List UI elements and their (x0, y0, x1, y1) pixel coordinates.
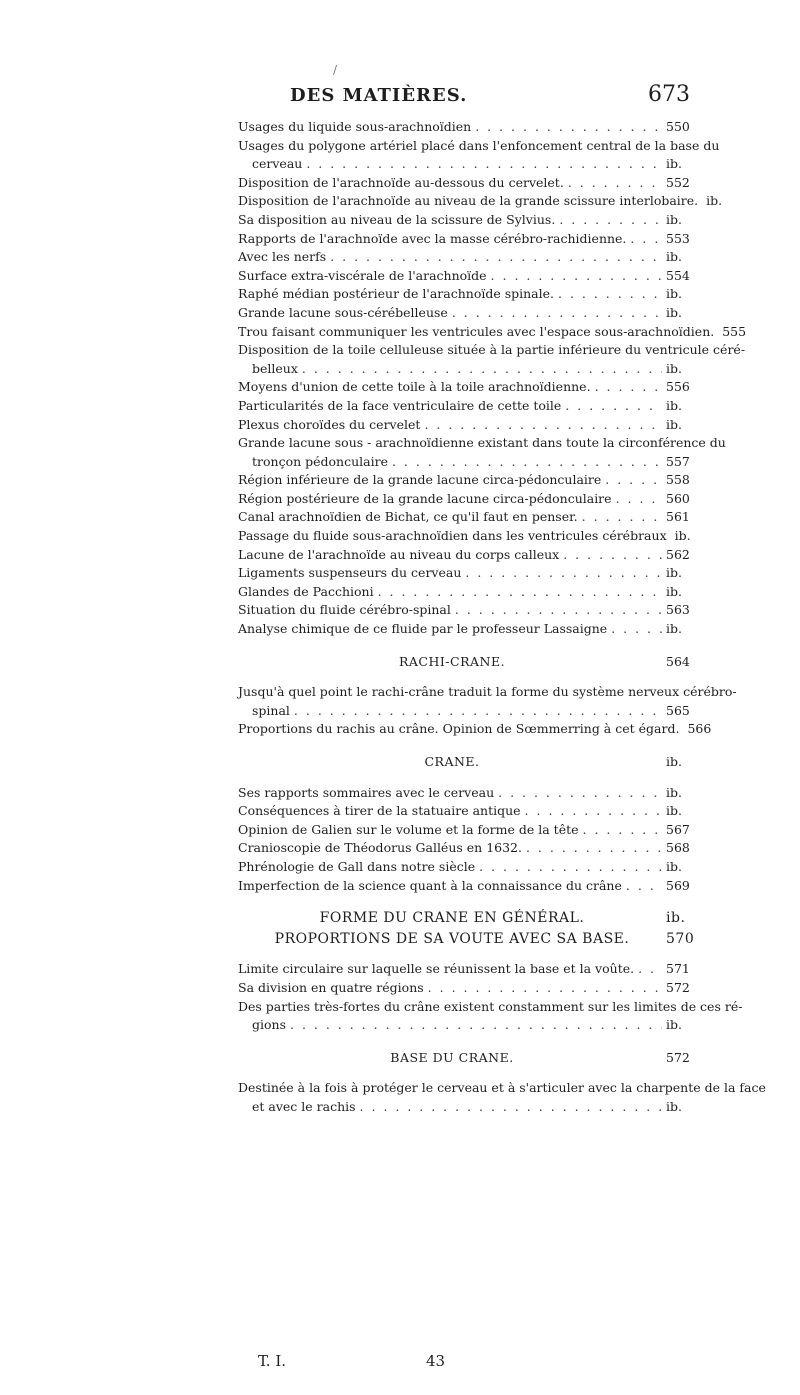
dot-leader (475, 118, 662, 137)
dot-leader (465, 564, 662, 583)
page-ref: 557 (666, 453, 690, 469)
entry-row (238, 323, 747, 342)
toc-entry (238, 527, 698, 546)
page-ref: ib. (666, 360, 682, 376)
entry-text: Canal arachnoïdien de Bichat, ce qu'il faut en penser. (238, 509, 578, 525)
entry-row (238, 248, 698, 267)
entry-row (238, 230, 698, 249)
toc-entry (238, 839, 698, 858)
toc-entry (238, 508, 698, 527)
entry-row (238, 360, 698, 379)
entry-row (238, 979, 698, 998)
page-ref: ib. (666, 249, 682, 265)
dot-leader (563, 546, 662, 565)
page-ref: 561 (666, 509, 690, 525)
entry-row (238, 620, 698, 639)
entry-text: Région inférieure de la grande lacune circa-pédonculaire (238, 472, 602, 488)
toc-entry (238, 877, 698, 896)
entry-row (238, 267, 698, 286)
toc-entry (238, 416, 698, 435)
dot-leader (630, 230, 662, 249)
section-title: FORME DU CRANE EN GÉNÉRAL. (319, 910, 585, 927)
dot-leader (616, 490, 662, 509)
running-title: DES MATIÈRES. (290, 85, 468, 106)
page-number: 673 (648, 82, 690, 107)
section-page-ref: 570 (666, 930, 695, 947)
entry-row (238, 527, 698, 546)
corner-mark: / (333, 63, 338, 77)
toc-entry (238, 620, 698, 639)
section-heading (238, 653, 698, 672)
entry-text-line1: Des parties très-fortes du crâne existent constamment sur les limites de ces ré- (238, 998, 743, 1014)
page-ref: 560 (666, 490, 690, 506)
page-ref: ib. (666, 286, 682, 302)
toc-entry (238, 490, 698, 509)
entry-text: Disposition de l'arachnoïde au niveau de la grande scissure interlobaire. (238, 193, 699, 209)
dot-leader (360, 1098, 662, 1117)
entry-row (238, 174, 698, 193)
section-title: RACHI-CRANE. (398, 653, 506, 669)
entry-text: Proportions du rachis au crâne. Opinion de Sœmmerring à cet égard. (238, 721, 680, 737)
section-heading (238, 753, 698, 772)
entry-text: Plexus choroïdes du cervelet (238, 416, 421, 432)
dot-leader (498, 784, 662, 803)
page-ref: ib. (706, 193, 723, 209)
dot-leader (559, 211, 662, 230)
entry-row (238, 802, 698, 821)
entry-row (238, 960, 698, 979)
entry-text: Ligaments suspenseurs du cerveau (238, 565, 462, 581)
dot-leader (611, 620, 662, 639)
toc-entry (238, 564, 698, 583)
entry-row (238, 397, 698, 416)
dot-leader (302, 360, 662, 379)
dot-leader (638, 960, 662, 979)
toc-entry (238, 784, 698, 803)
section-page-ref: 564 (666, 653, 690, 669)
page-ref: 553 (666, 230, 690, 246)
toc-entry (238, 285, 698, 304)
entry-row (238, 192, 723, 211)
entry-text: Lacune de l'arachnoïde au niveau du corps calleux (238, 546, 560, 562)
toc-entry (238, 192, 723, 211)
page-ref: ib. (666, 1017, 682, 1033)
entry-row (238, 211, 698, 230)
dot-leader (455, 601, 662, 620)
toc-entry (238, 802, 698, 821)
entry-row (238, 416, 698, 435)
toc-entry (238, 821, 698, 840)
entry-row (238, 784, 698, 803)
page-ref: ib. (666, 416, 682, 432)
page-ref: 558 (666, 472, 690, 488)
toc-entry (238, 230, 698, 249)
entry-text: Moyens d'union de cette toile à la toile arachnoïdienne. (238, 379, 591, 395)
page-ref: ib. (666, 156, 682, 172)
dot-leader (424, 416, 662, 435)
page-ref: ib. (666, 1098, 682, 1114)
entry-row (238, 583, 698, 602)
entry-text: tronçon pédonculaire (252, 453, 388, 469)
entry-text: Avec les nerfs (238, 249, 327, 265)
entry-text: Particularités de la face ventriculaire de cette toile (238, 397, 562, 413)
entry-row (238, 702, 698, 721)
toc-entry (238, 546, 698, 565)
dot-leader (290, 1016, 662, 1035)
entry-row (238, 858, 698, 877)
toc-entry (238, 118, 698, 137)
dot-leader (378, 583, 662, 602)
page-ref: ib. (666, 621, 682, 637)
entry-row (238, 1098, 698, 1117)
toc-entry (238, 304, 698, 323)
toc-entry (238, 960, 698, 979)
toc-entry (238, 248, 698, 267)
entry-text: gions (252, 1017, 286, 1033)
page-ref: ib. (666, 397, 682, 413)
toc-entry (238, 137, 720, 174)
page-ref: 550 (666, 119, 690, 134)
page-ref: 572 (666, 979, 690, 995)
toc-entry (238, 211, 698, 230)
entry-text: Rapports de l'arachnoïde avec la masse cérébro-rachidienne. (238, 230, 627, 246)
entry-text: Trou faisant communiquer les ventricules avec l'espace sous-arachnoïdien. (238, 323, 715, 339)
entry-text: Ses rapports sommaires avec le cerveau (238, 784, 495, 800)
page-ref: ib. (666, 858, 682, 874)
toc-entry (238, 323, 747, 342)
entry-text: Passage du fluide sous-arachnoïdien dans les ventricules cérébraux (238, 528, 667, 544)
section-page-ref: ib. (666, 910, 686, 927)
entry-text: Cranioscopie de Théodorus Galléus en 1632. (238, 840, 522, 856)
dot-leader (428, 979, 662, 998)
dot-leader (392, 453, 662, 472)
toc-entry (238, 858, 698, 877)
entry-row (238, 877, 698, 896)
section-title: CRANE. (424, 754, 480, 769)
dot-leader (583, 821, 662, 840)
page-ref: ib. (666, 565, 682, 581)
dot-leader (452, 304, 662, 323)
entry-text-line1: Destinée à la fois à protéger le cerveau et à s'articuler avec la charpente de la face (238, 1080, 766, 1096)
section-subheading (238, 930, 698, 949)
dot-leader (558, 285, 662, 304)
toc-entry (238, 583, 698, 602)
dot-leader (565, 397, 662, 416)
entry-text: Grande lacune sous-cérébelleuse (238, 304, 448, 320)
section-heading (238, 909, 698, 928)
section-page-ref: ib. (666, 754, 682, 769)
dot-leader (568, 174, 662, 193)
entry-row (238, 471, 698, 490)
page-ref: ib. (666, 803, 682, 819)
entry-row (238, 564, 698, 583)
entry-text-line1: Disposition de la toile celluleuse située à la partie inférieure du ventricule céré- (238, 342, 746, 358)
entry-row (238, 453, 698, 472)
entry-text: spinal (252, 702, 290, 718)
dot-leader (595, 378, 662, 397)
entry-row (238, 304, 698, 323)
toc-entry (238, 378, 698, 397)
page-ref: 566 (687, 721, 712, 737)
page-ref: 571 (666, 961, 690, 977)
entry-text: Conséquences à tirer de la statuaire antique (238, 803, 521, 819)
entry-text: cerveau (252, 156, 303, 172)
entry-text: Raphé médian postérieur de l'arachnoïde spinale. (238, 286, 555, 302)
toc-entry (238, 434, 726, 471)
page-ref: 552 (666, 174, 690, 190)
page-ref: 555 (722, 323, 747, 339)
page-ref: ib. (666, 304, 682, 320)
toc-entry (238, 397, 698, 416)
entry-text: Disposition de l'arachnoïde au-dessous du cervelet. (238, 174, 564, 190)
toc-entry (238, 174, 698, 193)
entry-text: Limite circulaire sur laquelle se réunissent la base et la voûte. (238, 961, 635, 977)
dot-leader (582, 508, 662, 527)
entry-text: et avec le rachis (252, 1098, 356, 1114)
dot-leader (626, 877, 662, 896)
toc-entry (238, 979, 698, 998)
entry-row (238, 720, 712, 739)
toc-entry (238, 471, 698, 490)
entry-text: Sa division en quatre régions (238, 979, 424, 995)
section-heading (238, 1049, 698, 1068)
entry-row (238, 118, 698, 137)
entry-row (238, 490, 698, 509)
page-ref: 554 (666, 267, 690, 283)
table-of-contents (238, 118, 766, 1117)
page-ref: ib. (666, 583, 682, 599)
entry-text: Opinion de Galien sur le volume et la forme de la tête (238, 821, 579, 837)
dot-leader (479, 858, 662, 877)
entry-text: Surface extra-viscérale de l'arachnoïde (238, 267, 487, 283)
page-header (250, 82, 690, 112)
dot-leader (526, 839, 662, 858)
entry-row (238, 601, 698, 620)
page-ref: 569 (666, 877, 690, 893)
entry-text-line1: Usages du polygone artériel placé dans l'enfoncement central de la base du (238, 137, 720, 153)
dot-leader (294, 702, 662, 721)
entry-text: Région postérieure de la grande lacune circa-pédonculaire (238, 490, 612, 506)
toc-entry (238, 601, 698, 620)
entry-text: Usages du liquide sous-arachnoïdien (238, 119, 472, 134)
page-ref: 567 (666, 821, 690, 837)
dot-leader (330, 248, 662, 267)
toc-entry (238, 341, 746, 378)
entry-text-line1: Jusqu'à quel point le rachi-crâne traduit la forme du système nerveux cérébro- (238, 684, 737, 700)
entry-row (238, 839, 698, 858)
toc-entry (238, 720, 712, 739)
entry-row (238, 821, 698, 840)
section-subtitle: PROPORTIONS DE SA VOUTE AVEC SA BASE. (274, 930, 630, 947)
entry-text-line1: Grande lacune sous - arachnoïdienne existant dans toute la circonférence du (238, 435, 726, 451)
entry-text: Glandes de Pacchioni (238, 583, 374, 599)
page-ref: ib. (666, 211, 682, 227)
page-ref: 556 (666, 379, 690, 395)
section-title: BASE DU CRANE. (390, 1049, 514, 1065)
page-ref: 563 (666, 602, 690, 618)
toc-entry (238, 683, 737, 720)
entry-row (238, 546, 698, 565)
toc-entry (238, 1079, 766, 1116)
section-page-ref: 572 (666, 1049, 690, 1065)
entry-row (238, 155, 698, 174)
entry-text: Imperfection de la science quant à la connaissance du crâne (238, 877, 622, 893)
entry-row (238, 1016, 698, 1035)
entry-row (238, 378, 698, 397)
dot-leader (525, 802, 662, 821)
entry-text: Sa disposition au niveau de la scissure de Sylvius. (238, 211, 556, 227)
page-ref: ib. (666, 784, 682, 800)
dot-leader (491, 267, 662, 286)
dot-leader (306, 155, 662, 174)
entry-row (238, 285, 698, 304)
toc-entry (238, 998, 743, 1035)
entry-text: Analyse chimique de ce fluide par le professeur Lassaigne (238, 621, 608, 637)
dot-leader (605, 471, 662, 490)
page-ref: 565 (666, 702, 690, 718)
page-ref: ib. (674, 528, 691, 544)
toc-entry (238, 267, 698, 286)
entry-text: belleux (252, 360, 298, 376)
volume-label: T. I. (258, 1352, 287, 1370)
page-ref: 568 (666, 840, 690, 856)
entry-text: Situation du fluide cérébro-spinal (238, 602, 451, 618)
signature-mark: 43 (426, 1352, 446, 1370)
entry-row (238, 508, 698, 527)
entry-text: Phrénologie de Gall dans notre siècle (238, 858, 476, 874)
page-ref: 562 (666, 546, 690, 562)
